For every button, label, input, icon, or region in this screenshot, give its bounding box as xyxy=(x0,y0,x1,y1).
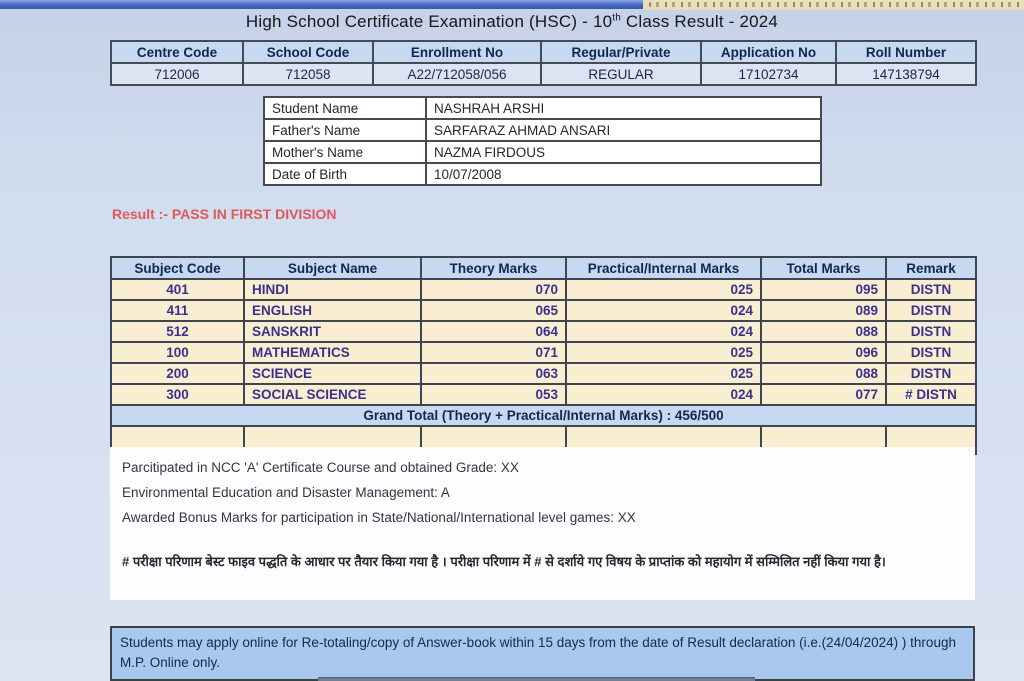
roll-number-value: 147138794 xyxy=(836,63,976,85)
practical-marks: 024 xyxy=(566,300,761,321)
mother-name-row xyxy=(264,141,821,163)
grand-total-row xyxy=(111,405,976,426)
info-header-roll-number: Roll Number xyxy=(836,41,976,63)
info-header-centre-code: Centre Code xyxy=(111,41,243,63)
student-name-row xyxy=(264,97,821,119)
marks-header-subject-code: Subject Code xyxy=(111,257,244,279)
theory-marks: 071 xyxy=(421,342,566,363)
remark: DISTN xyxy=(886,321,976,342)
theory-marks: 065 xyxy=(421,300,566,321)
mother-name-value: NAZMA FIRDOUS xyxy=(426,141,821,163)
total-marks: 095 xyxy=(761,279,886,300)
subject-name: ENGLISH xyxy=(244,300,421,321)
notes-section xyxy=(110,447,975,600)
info-header-application-no: Application No xyxy=(701,41,836,63)
date-of-birth-value: 10/07/2008 xyxy=(426,163,821,185)
father-name-label: Father's Name xyxy=(264,119,426,141)
marks-header-theory: Theory Marks xyxy=(421,257,566,279)
total-marks: 077 xyxy=(761,384,886,405)
remark: DISTN xyxy=(886,279,976,300)
subject-code: 512 xyxy=(111,321,244,342)
student-name-value: NASHRAH ARSHI xyxy=(426,97,821,119)
total-marks: 088 xyxy=(761,321,886,342)
cropped-text-artifact xyxy=(649,2,1020,7)
total-marks: 089 xyxy=(761,300,886,321)
top-blue-bar xyxy=(0,0,643,9)
marks-header-remark: Remark xyxy=(886,257,976,279)
note-bonus-marks: Awarded Bonus Marks for participation in State/National/International level games: XX xyxy=(122,510,636,525)
info-header-regular-private: Regular/Private xyxy=(541,41,701,63)
result-status-text: Result :- PASS IN FIRST DIVISION xyxy=(112,206,337,222)
page-title-prefix: High School Certificate Examination (HSC) - 10 xyxy=(245,12,613,31)
school-code-value: 712058 xyxy=(243,63,373,85)
page-title-superscript: th xyxy=(612,12,621,24)
note-environmental: Environmental Education and Disaster Management: A xyxy=(122,485,450,500)
centre-code-value: 712006 xyxy=(111,63,243,85)
info-header-enrollment-no: Enrollment No xyxy=(373,41,541,63)
info-value-row xyxy=(111,63,976,85)
marks-row-hindi xyxy=(111,279,976,300)
subject-name: SCIENCE xyxy=(244,363,421,384)
remark: DISTN xyxy=(886,300,976,321)
theory-marks: 063 xyxy=(421,363,566,384)
page-title-suffix: Class Result - 2024 xyxy=(621,12,779,31)
theory-marks: 070 xyxy=(421,279,566,300)
candidate-info-table xyxy=(110,40,977,86)
subject-name: HINDI xyxy=(244,279,421,300)
bottom-cropped-element xyxy=(318,677,755,681)
practical-marks: 025 xyxy=(566,279,761,300)
note-hindi-best-five: # परीक्षा परिणाम बेस्ट फाइव पद्धति के आधार पर तैयार किया गया है । परीक्षा परिणाम में # से दर्शाये गए विषय के प्राप्तांक को महायोग में सम्मिलित नहीं किया गया है। xyxy=(122,554,886,569)
subject-code: 300 xyxy=(111,384,244,405)
mother-name-label: Mother's Name xyxy=(264,141,426,163)
remark: # DISTN xyxy=(886,384,976,405)
marks-row-science xyxy=(111,363,976,384)
subject-code: 200 xyxy=(111,363,244,384)
note-ncc: Parcitipated in NCC 'A' Certificate Course and obtained Grade: XX xyxy=(122,460,519,475)
subject-code: 401 xyxy=(111,279,244,300)
marks-header-practical: Practical/Internal Marks xyxy=(566,257,761,279)
marks-row-sanskrit xyxy=(111,321,976,342)
subject-name: MATHEMATICS xyxy=(244,342,421,363)
practical-marks: 024 xyxy=(566,321,761,342)
marks-row-mathematics xyxy=(111,342,976,363)
retotaling-notice: Students may apply online for Re-totaling/copy of Answer-book within 15 days from the date of Result declaration (i.e.(24/04/2024) ) through M.P. Online only. xyxy=(110,626,975,681)
application-no-value: 17102734 xyxy=(701,63,836,85)
theory-marks: 053 xyxy=(421,384,566,405)
subject-marks-table xyxy=(110,256,977,455)
total-marks: 096 xyxy=(761,342,886,363)
marks-header-row xyxy=(111,257,976,279)
student-details-table xyxy=(263,96,822,186)
father-name-row xyxy=(264,119,821,141)
enrollment-no-value: A22/712058/056 xyxy=(373,63,541,85)
marks-row-social-science xyxy=(111,384,976,405)
marks-row-english xyxy=(111,300,976,321)
practical-marks: 025 xyxy=(566,363,761,384)
regular-private-value: REGULAR xyxy=(541,63,701,85)
remark: DISTN xyxy=(886,363,976,384)
info-header-school-code: School Code xyxy=(243,41,373,63)
date-of-birth-row xyxy=(264,163,821,185)
total-marks: 088 xyxy=(761,363,886,384)
subject-code: 411 xyxy=(111,300,244,321)
subject-code: 100 xyxy=(111,342,244,363)
subject-name: SOCIAL SCIENCE xyxy=(244,384,421,405)
subject-name: SANSKRIT xyxy=(244,321,421,342)
remark: DISTN xyxy=(886,342,976,363)
marks-header-total: Total Marks xyxy=(761,257,886,279)
info-header-row xyxy=(111,41,976,63)
marks-header-subject-name: Subject Name xyxy=(244,257,421,279)
top-cropped-strip xyxy=(643,0,1024,10)
practical-marks: 024 xyxy=(566,384,761,405)
page-title xyxy=(0,12,1024,32)
practical-marks: 025 xyxy=(566,342,761,363)
grand-total-text: Grand Total (Theory + Practical/Internal Marks) : 456/500 xyxy=(111,405,976,426)
father-name-value: SARFARAZ AHMAD ANSARI xyxy=(426,119,821,141)
theory-marks: 064 xyxy=(421,321,566,342)
student-name-label: Student Name xyxy=(264,97,426,119)
date-of-birth-label: Date of Birth xyxy=(264,163,426,185)
